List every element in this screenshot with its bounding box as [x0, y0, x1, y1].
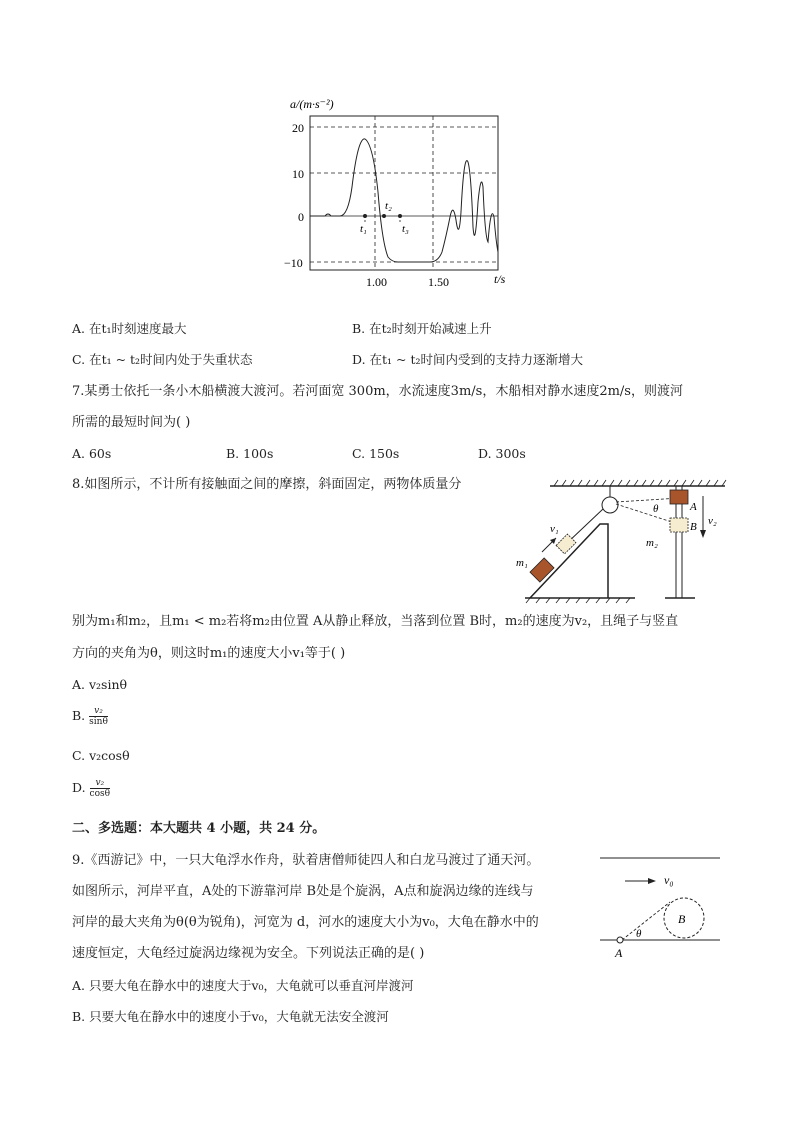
q6-option-d: D. 在t₁ ~ t₂时间内受到的支持力逐渐增大 [352, 352, 584, 367]
river-vortex-figure [592, 850, 727, 965]
q7-option-d: D. 300s [478, 446, 526, 461]
q9-stem-line1: 9.《西游记》中，一只大龟浮水作舟，驮着唐僧师徒四人和白龙马渡过了通天河。 [72, 853, 540, 868]
fraction-denominator: sinθ [89, 717, 108, 727]
q8-option-d-fraction [90, 778, 111, 799]
q9-stem-line3: 河岸的最大夹角为θ(θ为锐角)，河宽为 d，河水的速度大小为v₀，大龟在静水中的 [72, 915, 539, 930]
q8-stem-line3: 方向的夹角为θ，则这时m₁的速度大小v₁等于( ) [72, 646, 346, 661]
y-tick-0: 0 [298, 210, 304, 224]
q7-option-a: A. 60s [72, 446, 112, 461]
y-tick-20: 20 [292, 121, 304, 135]
m2-label: m₂ [646, 537, 658, 549]
t2-label: t₂ [385, 200, 392, 212]
fraction-numerator: v₂ [89, 706, 108, 717]
q9-option-b: B. 只要大龟在静水中的速度小于v₀，大龟就无法安全渡河 [72, 1009, 389, 1024]
q8-option-a: A. v₂sinθ [72, 677, 128, 692]
q7-stem-line2: 所需的最短时间为( ) [72, 415, 191, 430]
theta-label: θ [636, 928, 642, 940]
pos-b-label: B [690, 521, 697, 533]
q8-stem-line1: 8.如图所示，不计所有接触面之间的摩擦，斜面固定，两物体质量分 [72, 477, 462, 492]
q9-stem-line4: 速度恒定，大龟经过旋涡边缘视为安全。下列说法正确的是( ) [72, 946, 425, 961]
acceleration-curve [310, 139, 498, 262]
q6-option-c: C. 在t₁ ~ t₂时间内处于失重状态 [72, 352, 253, 367]
y-tick-10: 10 [292, 167, 304, 181]
v2-label: v₂ [708, 515, 717, 527]
t3-label: t₃ [402, 223, 409, 235]
x-tick-1-00: 1.00 [366, 275, 387, 289]
m1-label: m₁ [516, 557, 528, 569]
x-axis-label: t/s [494, 272, 506, 286]
q8-stem-line2: 别为m₁和m₂，且m₁ < m₂若将m₂由位置 A从静止释放，当落到位置 B时，m₂的速度为v₂，且绳子与竖直 [72, 614, 679, 629]
q6-option-b: B. 在t₂时刻开始减速上升 [352, 321, 492, 336]
pulley-incline-figure [510, 472, 735, 604]
vortex-b-label: B [678, 912, 686, 926]
q8-option-b-fraction [89, 706, 108, 727]
q7-option-c: C. 150s [352, 446, 400, 461]
pos-a-label: A [690, 501, 697, 513]
fraction-numerator: v₂ [90, 778, 111, 789]
v0-label: v₀ [664, 873, 674, 887]
q8-option-c: C. v₂cosθ [72, 748, 130, 763]
q7-option-b: B. 100s [226, 446, 274, 461]
q8-option-d-prefix: D. [72, 780, 86, 795]
q8-option-b-prefix: B. [72, 708, 86, 723]
section-heading-multiple-choice: 二、多选题：本大题共 4 小题，共 24 分。 [72, 821, 326, 836]
t1-label: t₁ [360, 223, 367, 235]
q8-option-d [72, 778, 110, 799]
theta-label: θ [653, 503, 659, 515]
y-axis-label: a/(m·s⁻²) [290, 97, 334, 111]
acceleration-time-graph [270, 92, 530, 292]
q9-option-a: A. 只要大龟在静水中的速度大于v₀，大龟就可以垂直河岸渡河 [72, 978, 414, 993]
q8-option-b [72, 706, 108, 727]
point-a-label: A [615, 946, 623, 960]
fraction-denominator: cosθ [89, 789, 111, 799]
q9-stem-line2: 如图所示，河岸平直，A处的下游靠河岸 B处是个旋涡，A点和旋涡边缘的连线与 [72, 884, 534, 899]
v1-label: v₁ [550, 523, 559, 535]
q7-stem-line1: 7.某勇士依托一条小木船横渡大渡河。若河面宽 300m，水流速度3m/s，木船相对静水速度2m/s，则渡河 [72, 384, 683, 399]
x-tick-1-50: 1.50 [428, 275, 449, 289]
q6-option-a: A. 在t₁时刻速度最大 [72, 321, 187, 336]
y-tick-minus10: −10 [284, 256, 303, 270]
